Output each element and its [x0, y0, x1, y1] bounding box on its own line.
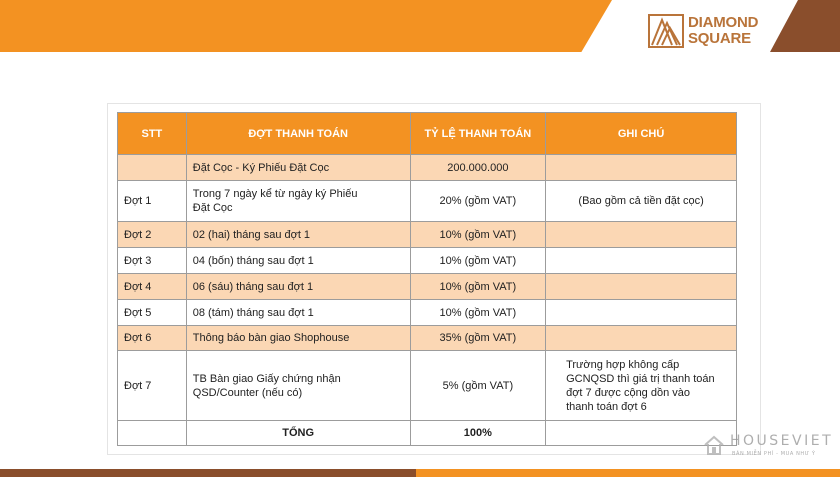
logo-line2: SQUARE: [688, 30, 751, 47]
cell-stt: [118, 155, 187, 181]
cell-stt: Đợt 5: [118, 300, 187, 326]
watermark-name: HOUSEVIET: [730, 433, 834, 449]
cell-note: [546, 326, 737, 351]
bottom-orange-stripe: [416, 469, 840, 477]
cell-note: [546, 274, 737, 300]
cell-period: 04 (bốn) tháng sau đợt 1: [186, 248, 410, 274]
cell-stt: Đợt 3: [118, 248, 187, 274]
table-total-row: [118, 421, 737, 446]
cell-total-label: TỔNG: [186, 421, 410, 446]
table-header-row: [118, 113, 737, 155]
table-row: [118, 181, 737, 222]
cell-note: [546, 351, 737, 421]
cell-note: [546, 300, 737, 326]
cell-stt: Đợt 2: [118, 222, 187, 248]
diamond-square-logo-icon: [648, 14, 684, 48]
header-stt: STT: [118, 113, 187, 155]
cell-period: 08 (tám) tháng sau đợt 1: [186, 300, 410, 326]
table-row: [118, 222, 737, 248]
table-row: [118, 274, 737, 300]
cell-stt: Đợt 6: [118, 326, 187, 351]
logo-line1: DIAMOND: [688, 14, 759, 31]
cell-period: 06 (sáu) tháng sau đợt 1: [186, 274, 410, 300]
period-text: TB Bàn giao Giấy chứng nhận QSD/Counter (nếu có): [192, 372, 341, 399]
cell-note: [546, 248, 737, 274]
header-period: ĐỢT THANH TOÁN: [186, 113, 410, 155]
note-text: Trường hợp không cấp GCNQSD thì giá trị thanh toán đợt 7 được cộng dồn vào thanh toán đợt 6: [566, 358, 715, 413]
cell-rate: 20% (gồm VAT): [410, 181, 546, 222]
cell-period: 02 (hai) tháng sau đợt 1: [186, 222, 410, 248]
logo-wordmark: [688, 15, 758, 47]
cell-period: [186, 351, 410, 421]
cell-rate: 10% (gồm VAT): [410, 222, 546, 248]
houseviet-house-icon: [702, 433, 726, 457]
table-row: [118, 155, 737, 181]
payment-schedule-table: [117, 112, 737, 446]
cell-stt: Đợt 7: [118, 351, 187, 421]
top-brown-stripe: [770, 0, 840, 52]
cell-period: [186, 181, 410, 222]
cell-stt: Đợt 1: [118, 181, 187, 222]
cell-note: [546, 155, 737, 181]
cell-rate: 10% (gồm VAT): [410, 274, 546, 300]
bottom-banner: [0, 466, 840, 481]
cell-rate: 5% (gồm VAT): [410, 351, 546, 421]
cell-period: Thông báo bàn giao Shophouse: [186, 326, 410, 351]
table-row: [118, 248, 737, 274]
period-text: Trong 7 ngày kể từ ngày ký Phiếu Đặt Cọc: [192, 188, 358, 214]
table-row: [118, 300, 737, 326]
cell-rate: 10% (gồm VAT): [410, 300, 546, 326]
cell-rate: 10% (gồm VAT): [410, 248, 546, 274]
brand-logo: [648, 14, 770, 48]
houseviet-watermark: [702, 431, 834, 461]
table-row: [118, 351, 737, 421]
cell-total-value: 100%: [410, 421, 546, 446]
cell-stt: [118, 421, 187, 446]
cell-stt: Đợt 4: [118, 274, 187, 300]
cell-note: (Bao gồm cả tiền đặt cọc): [546, 181, 737, 222]
cell-note: [546, 222, 737, 248]
cell-period: Đặt Cọc - Ký Phiếu Đặt Cọc: [186, 155, 410, 181]
cell-rate: 35% (gồm VAT): [410, 326, 546, 351]
watermark-slogan: BÁN MIỄN PHÍ - MUA NHƯ Ý: [732, 451, 816, 457]
header-note: GHI CHÚ: [546, 113, 737, 155]
cell-rate: 200.000.000: [410, 155, 546, 181]
header-rate: TỶ LỆ THANH TOÁN: [410, 113, 546, 155]
table-row: [118, 326, 737, 351]
top-orange-stripe: [0, 0, 612, 52]
